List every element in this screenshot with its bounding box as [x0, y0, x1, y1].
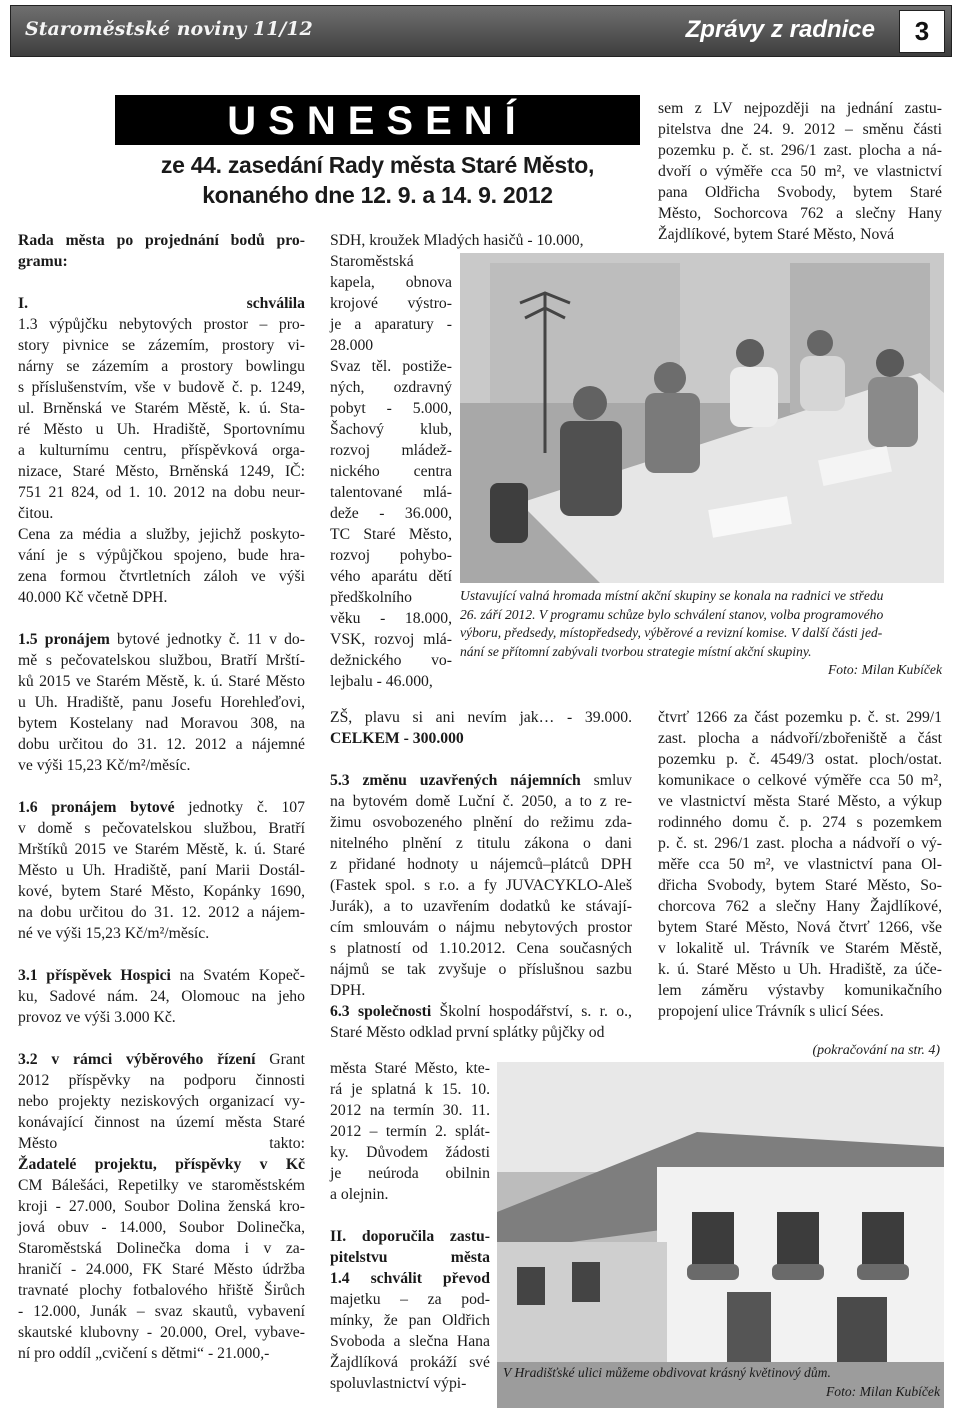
text-line [18, 629, 305, 650]
body-text: mě s pečovatelskou službou, Bratří Mrští- [18, 652, 305, 669]
text-line [18, 251, 305, 272]
article-subtitle [115, 150, 640, 210]
text-line [18, 1070, 305, 1091]
body-text: CM Bálešáci, Repetilky ve staroměstském [18, 1177, 305, 1194]
text-line [330, 566, 452, 587]
text-line [330, 1163, 490, 1184]
body-text: je neúroda obilnin [330, 1165, 490, 1182]
body-text: cím smlouvám o nájmu nebytových prostor [330, 919, 632, 936]
text-line [330, 812, 632, 833]
house-photo [497, 1062, 944, 1408]
body-text: předškolního [330, 589, 412, 606]
body-text: Žajdlíková prokáží své [330, 1354, 490, 1371]
paragraph-gap [18, 1028, 305, 1049]
body-text: TC Staré Město, [330, 526, 452, 543]
body-text: majetku – za pod- [330, 1291, 490, 1308]
text-line [18, 398, 305, 419]
text-line [18, 1196, 305, 1217]
text-line [658, 98, 942, 119]
body-text: p. č. st. 296/1 zast. plocha a nádvoří o vý- [658, 835, 942, 852]
text-line [658, 833, 942, 854]
text-line [330, 1373, 490, 1394]
text-line [330, 1226, 490, 1247]
text-line [18, 1049, 305, 1070]
body-text: Mrštíků 2015 ve Starém Městě, k. ú. Staré [18, 841, 305, 858]
body-text: pobyt - 5.000, [330, 400, 452, 417]
body-text: 2012 příspěvky na podporu činnosti [18, 1072, 305, 1089]
text-line [18, 1217, 305, 1238]
text-line [18, 860, 305, 881]
text-line [330, 959, 632, 980]
text-line [18, 440, 305, 461]
text-line [18, 524, 305, 545]
body-text: ku, Sadové nám. 24, Olomouc na jeho [18, 988, 305, 1005]
text-line [18, 419, 305, 440]
text-line [330, 1022, 632, 1043]
text-line [330, 875, 632, 896]
column-2-bottom [330, 1058, 490, 1394]
text-line [18, 1112, 305, 1133]
text-line [18, 755, 305, 776]
text-line [658, 224, 942, 245]
text-line [658, 203, 942, 224]
page-number: 3 [899, 10, 945, 53]
body-text: story pivnice se zázemím, prostory vi- [18, 337, 305, 354]
text-line [330, 545, 452, 566]
text-line [330, 1142, 490, 1163]
text-line [18, 314, 305, 335]
paragraph-gap [18, 776, 305, 797]
text-line [330, 587, 452, 608]
caption-line: výboru, předsedy, místopředsedy, výběrové a revizní komise. V další části jed- [460, 625, 883, 640]
text-line [330, 1001, 632, 1022]
text-line [330, 335, 452, 356]
continued-note [658, 1042, 940, 1061]
column-3-top [658, 98, 942, 245]
body-text: v lokalitě ul. Trávník ve Starém Městě, [658, 940, 942, 957]
body-text: Staré Město odklad první splátky půjčky od [330, 1024, 605, 1041]
body-text: ZŠ, plavu si ani nevím jak… - 39.000. [330, 709, 632, 726]
text-line [330, 1310, 490, 1331]
text-line [330, 398, 452, 419]
text-line [330, 1100, 490, 1121]
body-text: čtvrť 1266 za část pozemku p. č. st. 299/1 [658, 709, 942, 726]
subtitle-line: konaného dne 12. 9. a 14. 9. 2012 [202, 182, 553, 208]
body-text: pana Oldřicha Svobody, bytem Staré [658, 184, 942, 201]
text-line [658, 728, 942, 749]
column-2-mid [330, 707, 632, 1043]
bold-text: Žadatelé projektu, příspěvky v Kč [18, 1156, 305, 1173]
photo-credit: Foto: Milan Kubíček [827, 662, 942, 677]
body-text: jová obuv - 14.000, Soubor Dolinečka, [18, 1219, 305, 1236]
body-text: Staroměstská [330, 253, 414, 270]
text-line [18, 335, 305, 356]
body-text: pitelstva dne 24. 9. 2012 – směnu části [658, 121, 942, 138]
body-text: nárny se zázemím a prostory bowlingu [18, 358, 305, 375]
text-line [18, 734, 305, 755]
body-text: nebo projekty neziskových organizací vy- [18, 1093, 305, 1110]
photo-credit: Foto: Milan Kubíček [825, 1383, 940, 1399]
text-line [18, 1091, 305, 1112]
continued-text: (pokračování na str. 4) [812, 1043, 940, 1058]
body-text: zast. plocha a nádvoří/zbořeniště a část [658, 730, 942, 747]
body-text: spoluvlastnictví výpi- [330, 1375, 467, 1392]
text-line [330, 1352, 490, 1373]
body-text: na Svatém Kopeč- [170, 967, 305, 984]
meeting-photo-image [460, 253, 944, 583]
text-line [330, 1079, 490, 1100]
text-line [658, 1001, 942, 1022]
paragraph-gap [18, 608, 305, 629]
body-text: nizace, Staré Město, Brněnská 1249, IČ: [18, 463, 305, 480]
text-line [18, 1175, 305, 1196]
body-text: ré Město u Uh. Hradiště, Sportovnímu [18, 421, 305, 438]
body-text: kapela, obnova [330, 274, 452, 291]
body-text: s příslušenstvím, vše v budově č. p. 1249, [18, 379, 305, 396]
body-text: čitou. [18, 505, 54, 522]
body-text: rá je splatná k 15. 10. [330, 1081, 490, 1098]
body-text: rozvoj pohybo- [330, 547, 452, 564]
caption-line: Ustavující valná hromada místní akční skupiny se konala na radnici ve středu [460, 588, 884, 603]
text-line [330, 314, 452, 335]
text-line [658, 791, 942, 812]
body-text: žimu osvobozeného plnění do režimu zda- [330, 814, 632, 831]
body-text: Jurák), a to uzavřením dodatků ke stávají- [330, 898, 632, 915]
body-text: na bytovém domě Luční č. 2050, a to z re- [330, 793, 632, 810]
text-line [18, 797, 305, 818]
paragraph-gap [330, 1205, 490, 1226]
body-text: je a aparatury - [330, 316, 452, 333]
body-text: smluv [580, 772, 632, 789]
body-text: VSK, rozvoj mlá- [330, 631, 452, 648]
column-2-narrow [330, 251, 452, 692]
column-1 [18, 230, 305, 1364]
body-text: jednotky č. 107 [174, 799, 305, 816]
body-text: ul. Brněnská ve Starém Městě, k. ú. Sta- [18, 400, 305, 417]
meeting-photo-caption [460, 587, 942, 680]
bold-text: Rada města po projednání bodů pro- [18, 232, 305, 249]
body-text: s platností od 1.10.2012. Cena současných [330, 940, 632, 957]
text-line [18, 1238, 305, 1259]
body-text: Školní hospodářství, s. r. o., [431, 1003, 632, 1020]
text-line [330, 482, 452, 503]
text-line [330, 503, 452, 524]
text-line [330, 251, 452, 272]
body-text: u Uh. Hradiště, panu Josefu Horehleďovi, [18, 694, 305, 711]
body-text: věku - 18.000, [330, 610, 452, 627]
text-line [330, 791, 632, 812]
body-text: nájmů se tak zvyšuje o příslušnou sazbu [330, 961, 632, 978]
body-text: propojení ulice Trávník s ulicí Sées. [658, 1003, 884, 1020]
house-photo-image [497, 1062, 944, 1408]
article-title: USNESENÍ [115, 95, 640, 145]
text-line [18, 587, 305, 608]
body-text: nického centra [330, 463, 452, 480]
text-line [658, 938, 942, 959]
text-line [18, 902, 305, 923]
text-line [330, 293, 452, 314]
body-text: Šachový klub, [330, 421, 452, 438]
body-text: kroji - 27.000, Soubor Dolina ženská kro- [18, 1198, 305, 1215]
body-text: Město u Uh. Hradiště, paní Marii Dostál- [18, 862, 305, 879]
text-line [18, 965, 305, 986]
bold-text: 5.3 změnu uzavřených nájemních [330, 772, 581, 789]
body-text: SDH, kroužek Mladých hasičů - 10.000, [330, 232, 584, 249]
text-line [658, 812, 942, 833]
text-line [18, 881, 305, 902]
body-text: Cena za média a služby, jejichž poskyto- [18, 526, 305, 543]
body-text: ků 2015 ve Starém Městě, k. ú. Staré Město [18, 673, 305, 690]
body-text: vého aparátu dětí [330, 568, 452, 585]
text-line [18, 230, 305, 251]
text-line [18, 1259, 305, 1280]
text-line [18, 1280, 305, 1301]
section-name: Zprávy z radnice [685, 16, 875, 43]
bold-text: I. schválila [18, 295, 305, 312]
body-text: bytem Kostelany nad Moravou 308, na [18, 715, 305, 732]
body-text: rozvoj mládež- [330, 442, 452, 459]
text-line [330, 854, 632, 875]
body-text: hraničí - 24.000, FK Staré Město údržba [18, 1261, 305, 1278]
paragraph-gap [18, 944, 305, 965]
text-line [330, 272, 452, 293]
text-line [658, 182, 942, 203]
bold-text: 1.4 schválit převod [330, 1270, 490, 1287]
text-line [18, 650, 305, 671]
text-line [658, 161, 942, 182]
text-line [330, 650, 452, 671]
body-text: 2012 na termín 30. 11. [330, 1102, 490, 1119]
body-text: chorcova 762 a slečny Hany Žajdlíkové, [658, 898, 942, 915]
body-text: k. ú. Staré Město u Uh. Hradiště, za úče- [658, 961, 942, 978]
newspaper-name: Staroměstské noviny 11/12 [25, 18, 313, 40]
text-line [18, 356, 305, 377]
text-line [18, 1322, 305, 1343]
text-line [18, 713, 305, 734]
body-text: města Staré Město, kte- [330, 1060, 490, 1077]
text-line [330, 728, 632, 749]
body-text: sem z LV nejpozději na jednání zastu- [658, 100, 942, 117]
text-line [330, 980, 632, 1001]
body-text: bytové jednotky č. 11 v do- [109, 631, 305, 648]
text-line [330, 1268, 490, 1289]
column-3-mid [658, 707, 942, 1022]
text-line [658, 875, 942, 896]
text-line [18, 671, 305, 692]
text-line [18, 482, 305, 503]
body-text: a kulturnímu centru, příspěvková orga- [18, 442, 305, 459]
text-line [330, 1058, 490, 1079]
text-line [18, 293, 305, 314]
text-line [330, 524, 452, 545]
meeting-photo [460, 253, 944, 583]
body-text: Grant [255, 1051, 305, 1068]
text-line [18, 1133, 305, 1154]
body-text: dežnického vo- [330, 652, 452, 669]
text-line [18, 818, 305, 839]
bold-text: 3.1 příspěvek Hospici [18, 967, 171, 984]
body-text: zena formou čtvrtletních záloh ve výši [18, 568, 305, 585]
body-text: konávající činnost na území města Staré [18, 1114, 305, 1131]
text-line [330, 917, 632, 938]
text-line [658, 140, 942, 161]
body-text: vání je s výpůjčkou spojeno, bude hra- [18, 547, 305, 564]
text-line [18, 545, 305, 566]
text-line [330, 1289, 490, 1310]
bold-text: 1.5 pronájem [18, 631, 110, 648]
body-text: krojové výstro- [330, 295, 452, 312]
text-line [330, 1184, 490, 1205]
text-line [330, 938, 632, 959]
text-line [330, 419, 452, 440]
subtitle-line: ze 44. zasedání Rady města Staré Město, [160, 152, 595, 178]
text-line [18, 839, 305, 860]
text-line [330, 896, 632, 917]
caption-line: nání se přítomní zabývali tvorbou strategie místní akční skupiny. [460, 643, 812, 659]
bold-text: CELKEM - 300.000 [330, 730, 464, 747]
body-text: v domě s pečovatelskou službou, Bratří [18, 820, 305, 837]
text-line [18, 692, 305, 713]
body-text: (Fastek spol. s r.o. a fy JUVACYKLO-Aleš [330, 877, 632, 894]
body-text: mínky, že pan Oldřich [330, 1312, 490, 1329]
text-line [330, 629, 452, 650]
text-line [658, 896, 942, 917]
body-text: bytem Staré Město, Nová čtvrť 1266, vše [658, 919, 942, 936]
house-photo-caption [503, 1364, 940, 1401]
bold-text: II. doporučila zastu- [330, 1228, 490, 1245]
caption-line: V Hradišťské ulici můžeme obdivovat krásný květinový dům. [503, 1365, 831, 1380]
body-text: ve výši 15,23 Kč/m²/měsíc. [18, 757, 191, 774]
body-text: Město takto: [18, 1135, 305, 1152]
text-line [18, 503, 305, 524]
text-line [330, 461, 452, 482]
body-text: ky. Důvodem žádosti [330, 1144, 490, 1161]
text-line [330, 833, 632, 854]
body-text: lejbalu - 46.000, [330, 673, 433, 690]
text-line [330, 440, 452, 461]
body-text: Svaz těl. postiže- [330, 358, 452, 375]
text-line [18, 923, 305, 944]
text-line [18, 566, 305, 587]
body-text: ných, ozdravný [330, 379, 452, 396]
body-text: skautské klubovny - 20.000, Orel, vybave- [18, 1324, 305, 1341]
body-text: 751 21 824, od 1. 10. 2012 na dobu neur- [18, 484, 305, 501]
text-line [18, 1301, 305, 1322]
text-line [658, 959, 942, 980]
text-line [330, 1331, 490, 1352]
text-line [658, 917, 942, 938]
body-text: Svoboda a slečna Hana [330, 1333, 490, 1350]
text-line [18, 461, 305, 482]
body-text: 1.3 výpůjčku nebytových prostor – pro- [18, 316, 305, 333]
text-line [18, 1154, 305, 1175]
body-text: Město, Sochorcova 762 a slečny Hany [658, 205, 942, 222]
text-line [330, 770, 632, 791]
body-text: dřicha Svobody, bytem Staré Město, So- [658, 877, 942, 894]
body-text: lem záměru výstavby komunikačního [658, 982, 942, 999]
bold-text: 3.2 v rámci výběrového řízení [18, 1051, 256, 1068]
body-text: rodinného domu č. p. 274 s pozemkem [658, 814, 942, 831]
text-line [330, 356, 452, 377]
text-line [330, 1121, 490, 1142]
paragraph-gap [18, 272, 305, 293]
body-text: kové, bytem Staré Město, Kopánky 1690, [18, 883, 305, 900]
body-text: - 12.000, Junák – svaz skautů, vybavení [18, 1303, 305, 1320]
body-text: a olejnin. [330, 1186, 389, 1203]
body-text: na dobu určitou do 31. 12. 2012 a nájem- [18, 904, 305, 921]
caption-line: 26. září 2012. V programu schůze bylo schválení stanov, volba programového [460, 606, 884, 622]
text-line [330, 707, 632, 728]
text-line [18, 1343, 305, 1364]
body-text: dvoří o výměře cca 50 m², ve vlastnictví [658, 163, 942, 180]
body-text: Žajdlíkové, bytem Staré Město, Nová [658, 226, 895, 243]
text-line [18, 377, 305, 398]
bold-text: 1.6 pronájem bytové [18, 799, 175, 816]
text-line [658, 749, 942, 770]
paragraph-gap [330, 749, 632, 770]
bold-text: 6.3 společnosti [330, 1003, 432, 1020]
text-line [330, 608, 452, 629]
text-line [658, 980, 942, 1001]
body-text: provoz ve výši 3.000 Kč. [18, 1009, 176, 1026]
body-text: Staroměstská Dolinečka doma i v za- [18, 1240, 305, 1257]
bold-text: gramu: [18, 253, 68, 270]
body-text: travnaté plochy fotbalového hřiště Širůch [18, 1282, 305, 1299]
text-line [658, 707, 942, 728]
body-text: ve vlastnictví města Staré Město, a výkup [658, 793, 942, 810]
text-line [658, 770, 942, 791]
body-text: z přidané hodnoty u nájemců–plátců DPH [330, 856, 632, 873]
text-line [18, 1007, 305, 1028]
column-2-top [330, 230, 632, 251]
text-line [658, 854, 942, 875]
body-text: pozemku p. č. st. 296/1 zast. plocha a ná- [658, 142, 942, 159]
body-text: nitelného plnění z titulu zákona o dani [330, 835, 632, 852]
text-line [330, 377, 452, 398]
body-text: ní pro oddíl „cvičení s dětmi“ - 21.000,- [18, 1345, 270, 1362]
body-text: talentované mlá- [330, 484, 452, 501]
body-text: komunikace o celkové výměře cca 50 m², [658, 772, 942, 789]
body-text: dobu určitou do 31. 12. 2012 a nájemné [18, 736, 305, 753]
body-text: né ve výši 15,23 Kč/m²/měsíc. [18, 925, 210, 942]
text-line [330, 230, 632, 251]
body-text: 40.000 Kč včetně DPH. [18, 589, 168, 606]
body-text: měře cca 50 m², ve vlastnictví pana Ol- [658, 856, 942, 873]
body-text: pozemku p. č. 4549/3 ostat. ploch/ostat. [658, 751, 942, 768]
text-line [330, 671, 452, 692]
body-text: DPH. [330, 982, 366, 999]
body-text: 2012 – termín 2. splát- [330, 1123, 490, 1140]
text-line [658, 119, 942, 140]
text-line [18, 986, 305, 1007]
body-text: deže - 36.000, [330, 505, 452, 522]
text-line [330, 1247, 490, 1268]
page-header [10, 5, 952, 57]
bold-text: pitelstvu města [330, 1249, 490, 1266]
body-text: 28.000 [330, 337, 374, 354]
